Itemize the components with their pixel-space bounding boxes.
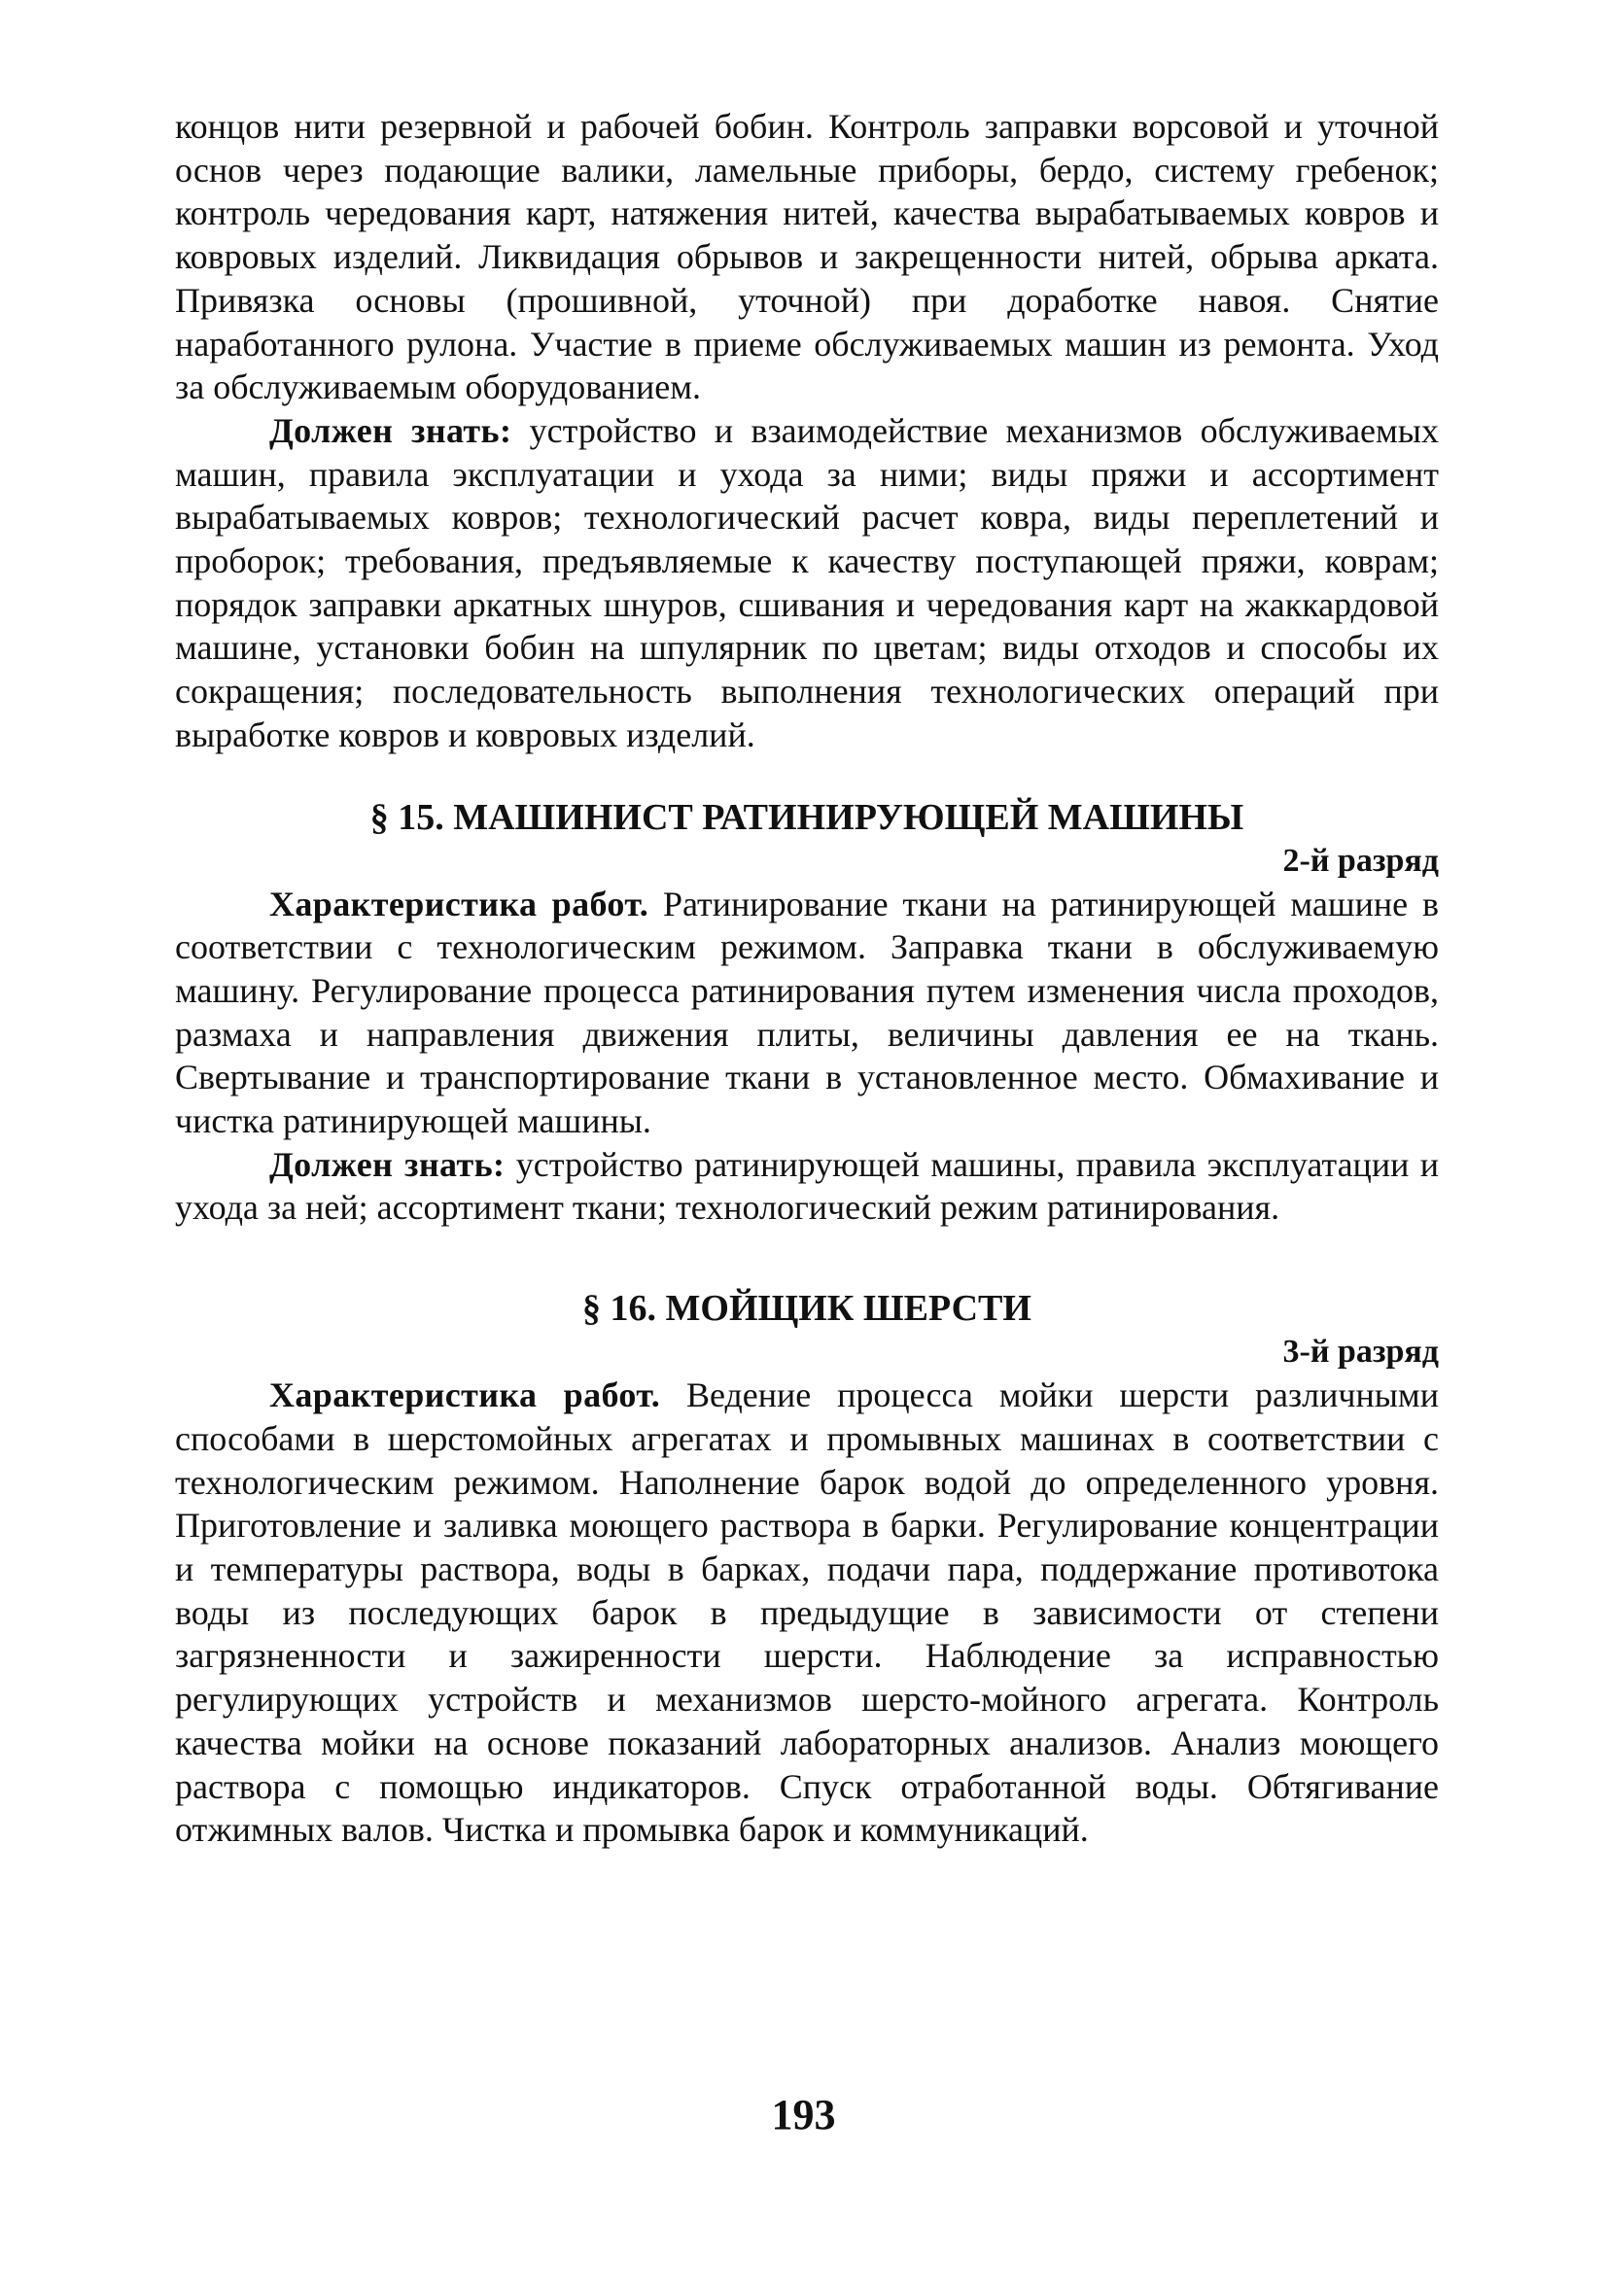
section-15-work-text: Ратинирование ткани на ратинирующей машине в соответствии с технологическим режимом. Заправка ткани в обслуживаемую машину. Регулирование процесса ратинирования путем изменения числа проходов, размаха и направления движения плиты, величины давления ее на ткань. Свертывание и транспортирование ткани в установленное место. Обмахивание и чистка ратинирующей машины. [175, 884, 1439, 1141]
section-15-know-text: устройство ратинирующей машины, правила эксплуатации и ухода за ней; ассортимент ткани; технологический режим ратинирования. [175, 1144, 1439, 1228]
section-16-grade: 3-й разряд [1282, 1334, 1439, 1371]
page-number: 193 [771, 2091, 836, 2139]
section-16-work-text: Ведение процесса мойки шерсти различными способами в шерстомойных агрегатах и промывных машинах в соответствии с технологическим режимом. Наполнение барок водой до определенного уровня. Приготовление и заливка моющего раствора в барки. Регулирование концентрации и температуры раствора, воды в барках, подачи пара, поддержание противотока воды из последующих барок в предыдущие в зависимости от степени загрязненности и зажиренности шерсти. Наблюдение за исправностью регулирующих устройств и механизмов шерсто-мойного агрегата. Контроль качества мойки на основе показаний лабораторных анализов. Анализ моющего раствора с помощью индикаторов. Спуск отработанной воды. Обтягивание отжимных валов. Чистка и промывка барок и коммуникаций. [175, 1375, 1439, 1850]
section-15-know-label: Должен знать: [269, 1144, 506, 1184]
section-15-know-paragraph [175, 1143, 1439, 1230]
must-know-text: устройство и взаимодействие механизмов обслуживаемых машин, правила эксплуатации и ухода за ними; виды пряжи и ассортимент вырабатываемых ковров; технологический расчет ковра, виды переплетений и проборок; требования, предъявляемые к качеству поступающей пряжи, коврам; порядок заправки аркатных шнуров, сшивания и чередования карт на жаккардовой машине, установки бобин на шпулярник по цветам; виды отходов и способы их сокращения; последовательность выполнения технологических операций при выработке ковров и ковровых изделий. [175, 410, 1439, 754]
must-know-paragraph [175, 409, 1439, 757]
section-15-work-label: Характеристика работ. [269, 884, 649, 923]
section-15-title: § 15. МАШИНИСТ РАТИНИРУЮЩЕЙ МАШИНЫ [369, 796, 1244, 838]
section-16-work-label: Характеристика работ. [269, 1375, 661, 1415]
section-15-work-paragraph [175, 883, 1439, 1143]
section-15-grade: 2-й разряд [1282, 842, 1439, 879]
must-know-label: Должен знать: [269, 410, 512, 450]
continuation-paragraph: концов нити резервной и рабочей бобин. Контроль заправки ворсовой и уточной основ через подающие валики, ламельные приборы, бердо, систему гребенок; контроль чередования карт, натяжения нитей, качества вырабатываемых ковров и ковровых изделий. Ликвидация обрывов и закрещенности нитей, обрыва арката. Привязка основы (прошивной, уточной) при доработке навоя. Снятие наработанного рулона. Участие в приеме обслуживаемых машин из ремонта. Уход за обслуживаемым оборудованием. [175, 107, 1439, 407]
section-16-work-paragraph [175, 1374, 1439, 1852]
section-16-title: § 16. МОЙЩИК ШЕРСТИ [582, 1288, 1031, 1330]
page-body [175, 105, 1439, 1852]
